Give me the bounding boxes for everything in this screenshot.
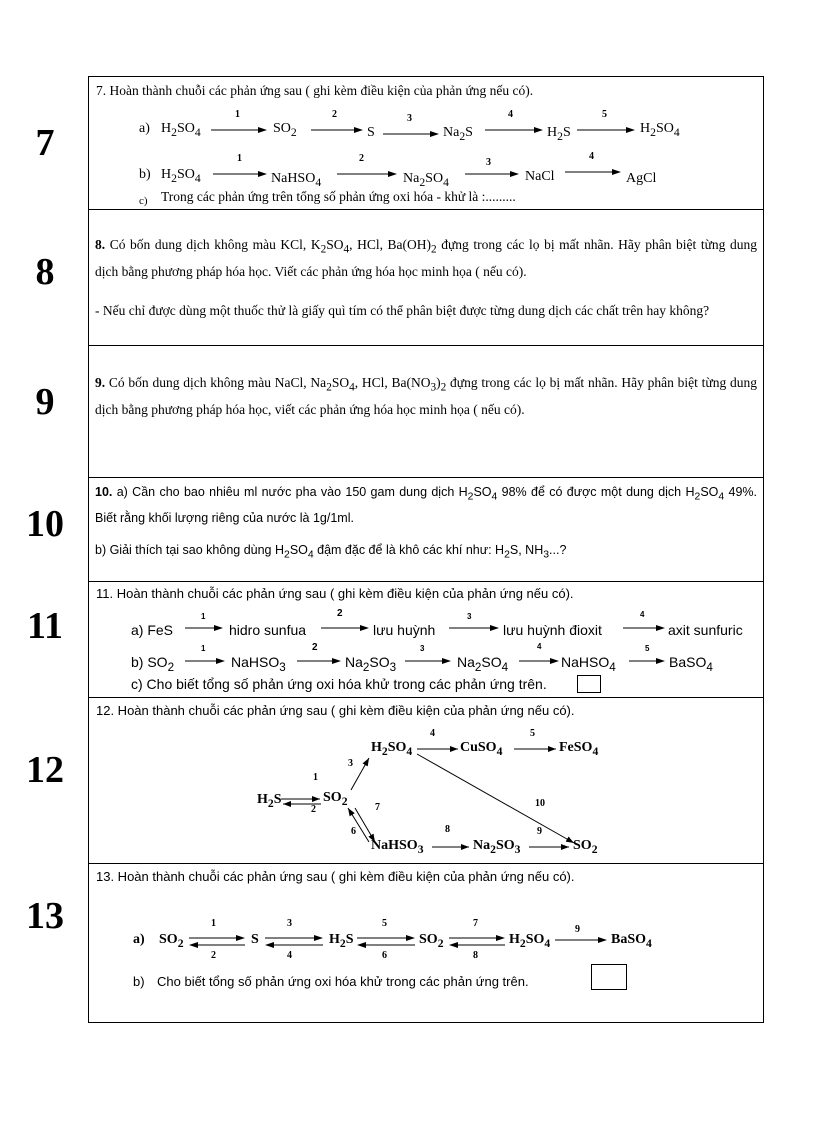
arrow-number: 8 (473, 950, 478, 961)
arrow-number: 7 (375, 802, 380, 813)
species: $H_2SO_4$ (509, 932, 551, 950)
species: AgCl (626, 171, 657, 186)
arrow-number: 2 (312, 642, 318, 653)
arrow-icon (337, 171, 397, 177)
species: lưu huỳnh (373, 622, 436, 638)
answer-box[interactable] (591, 964, 627, 990)
arrow-icon (311, 127, 363, 133)
arrow-number: 7 (473, 918, 478, 929)
label: b) $SO_2$ (131, 654, 175, 674)
species: lưu huỳnh đioxit (503, 622, 602, 638)
arrow-number: 9 (575, 924, 580, 935)
arrow-number: 4 (430, 728, 435, 739)
exercise-number: 11 (27, 605, 63, 647)
exercise-note: - Nếu chỉ được dùng một thuốc thử là giấy quì tím có thể phân biệt được từng dung dịch các chất trên hay không? (95, 303, 710, 318)
species: $SO_2$ (273, 121, 297, 139)
species: $SO_2$ (159, 932, 184, 950)
arrow-number: 6 (382, 950, 387, 961)
arrow-icon (629, 658, 665, 664)
species: $H_2S$ (329, 932, 354, 950)
exercise-9 (35, 346, 763, 478)
equilibrium-arrow-icon (265, 934, 323, 950)
node-cuso4: CuSO$_4$ (460, 740, 503, 758)
arrow-icon (565, 169, 621, 175)
arrow-number: 3 (287, 918, 292, 929)
exercise-number: 12 (26, 749, 64, 791)
arrow-number: 3 (486, 157, 491, 168)
arrow-number: 1 (211, 918, 216, 929)
arrow-number: 1 (201, 644, 206, 653)
question-text: Cho biết tổng số phản ứng oxi hóa khử trong các phản ứng trên. (157, 974, 529, 989)
species: $Na_2S$ (443, 125, 473, 143)
arrow-number: 3 (467, 612, 472, 621)
label: a) (133, 932, 145, 947)
node-feso4: FeSO$_4$ (559, 740, 599, 758)
arrow-number: 2 (211, 950, 216, 961)
arrow-number: 1 (235, 109, 240, 120)
arrow-number: 2 (332, 109, 337, 120)
exercise-8 (35, 210, 763, 346)
species: S (251, 932, 259, 947)
arrow-number: 4 (508, 109, 513, 120)
species: $H_2SO_4$ (640, 121, 680, 139)
node-h2so4: $H_2SO_4$ (371, 740, 413, 758)
exercise-title: 13. Hoàn thành chuỗi các phản ứng sau ( ghi kèm điều kiện của phản ứng nếu có). (96, 869, 575, 884)
arrow-number: 3 (348, 758, 353, 769)
arrow-icon (577, 127, 635, 133)
arrow-number: 4 (287, 950, 292, 961)
arrow-icon (185, 625, 223, 631)
arrow-icon (623, 625, 665, 631)
arrow-icon (449, 625, 499, 631)
species: $H_2S$ (547, 125, 571, 143)
exercise-number: 7 (35, 122, 55, 164)
equilibrium-arrow-icon (357, 934, 415, 950)
species: $Na_2SO_4$ (457, 654, 509, 674)
arrow-icon (465, 171, 519, 177)
species: $Na_2SO_4$ (403, 171, 449, 189)
label: b) (139, 167, 151, 182)
arrow-number: 2 (337, 608, 343, 619)
arrow-number: 5 (530, 728, 535, 739)
exercise-text-a: 10. a) Cần cho bao nhiêu ml nước pha vào 150 gam dung dịch $H_2SO_4$ 98% để có được một dung dịch $H_2SO_4$ 49%. Biết rằng khối lượng riêng của nước là 1g/1ml. (95, 485, 758, 525)
answer-box[interactable] (577, 675, 601, 693)
arrow-number: 5 (602, 109, 607, 120)
node-na2so3: $Na_2SO_3$ (473, 838, 521, 856)
arrow-number: 1 (237, 153, 242, 164)
label: a) (139, 121, 150, 136)
arrow-icon (185, 658, 225, 664)
node-so2-product: $SO_2$ (573, 838, 598, 856)
node-nahso3: NaHSO$_3$ (371, 838, 424, 856)
label: b) (133, 974, 145, 989)
arrow-icon (405, 658, 451, 664)
species: BaSO$_4$ (669, 654, 713, 674)
arrow-icon (383, 131, 439, 137)
exercise-7 (35, 77, 763, 210)
arrow-icon (485, 127, 543, 133)
arrow-number: 2 (311, 804, 316, 815)
exercise-number: 8 (35, 251, 55, 293)
node-h2s: $H_2S$ (257, 792, 282, 810)
arrow-icon (297, 658, 341, 664)
arrow-number: 3 (407, 113, 412, 124)
species: NaHSO$_3$ (231, 654, 286, 674)
arrow-icon (321, 625, 369, 631)
arrow-number: 5 (382, 918, 387, 929)
equilibrium-arrow-icon (189, 934, 245, 950)
arrow-number: 8 (445, 824, 450, 835)
exercise-title: 12. Hoàn thành chuỗi các phản ứng sau ( ghi kèm điều kiện của phản ứng nếu có). (96, 703, 575, 718)
species: $H_2SO_4$ (161, 121, 201, 139)
question-text: Trong các phản ứng trên tổng số phản ứng oxi hóa - khử là :......... (161, 189, 516, 204)
species: $H_2SO_4$ (161, 167, 201, 185)
species: $Na_2SO_3$ (345, 654, 397, 674)
species: S (367, 125, 375, 140)
exercise-title: 7. Hoàn thành chuỗi các phản ứng sau ( ghi kèm điều kiện của phản ứng nếu có). (96, 83, 534, 98)
species: NaHSO$_4$ (561, 654, 616, 674)
question-c: c) Cho biết tổng số phản ứng oxi hóa khử trong các phản ứng trên. (131, 676, 547, 692)
exercise-10 (26, 478, 763, 582)
arrow-number: 6 (351, 826, 356, 837)
exercise-title: 11. Hoàn thành chuỗi các phản ứng sau ( ghi kèm điều kiện của phản ứng nếu có). (96, 586, 574, 601)
arrow-number: 5 (645, 644, 650, 653)
species: BaSO$_4$ (611, 932, 652, 950)
exercise-number: 10 (26, 503, 64, 545)
node-so2: $SO_2$ (323, 790, 348, 808)
diagram-arrows (89, 698, 763, 864)
arrow-number: 1 (313, 772, 318, 783)
exercise-text: 8. Có bốn dung dịch không màu KCl, $K_2SO_4$, HCl, $Ba(OH)_2$ đựng trong các lọ bị mất nhãn. Hãy phân biệt từng dung dịch bằng phương pháp hóa học. Viết các phản ứng hóa học minh họa ( nếu có). (95, 237, 757, 279)
arrow-number: 4 (537, 642, 542, 651)
species: NaHSO$_4$ (271, 171, 322, 189)
arrow-icon (211, 127, 267, 133)
arrow-number: 4 (589, 151, 594, 162)
exercise-table (26, 76, 764, 1023)
arrow-number: 2 (359, 153, 364, 164)
exercise-11 (27, 582, 763, 698)
label: a) FeS (131, 622, 174, 638)
label: c) (139, 195, 148, 207)
species: axit sunfuric (668, 622, 743, 638)
exercise-13 (26, 864, 763, 1022)
arrow-number: 9 (537, 826, 542, 837)
exercise-number: 13 (26, 895, 64, 937)
arrow-number: 1 (201, 612, 206, 621)
arrow-number: 4 (640, 610, 645, 619)
species: NaCl (525, 169, 555, 184)
arrow-icon (519, 658, 559, 664)
species: hidro sunfua (229, 622, 307, 638)
exercise-text: 9. Có bốn dung dịch không màu NaCl, $Na_2SO_4$, HCl, $Ba(NO_3)_2$ đựng trong các lọ bị mất nhãn. Hãy phân biệt từng dung dịch bằng phương pháp hóa học, viết các phản ứng hóa học minh họa ( nếu có). (95, 375, 757, 417)
equilibrium-arrow-icon (449, 934, 505, 950)
arrow-icon (555, 937, 607, 943)
arrow-icon (213, 171, 267, 177)
exercise-number: 9 (35, 381, 55, 423)
exercise-12 (26, 698, 763, 864)
arrow-number: 3 (420, 644, 425, 653)
exercise-text-b: b) Giải thích tại sao không dùng $H_2SO_4$ đậm đặc để là khô các khí như: $H_2S$, $NH_3$...? (95, 543, 567, 561)
arrow-number: 10 (535, 798, 545, 809)
species: $SO_2$ (419, 932, 444, 950)
